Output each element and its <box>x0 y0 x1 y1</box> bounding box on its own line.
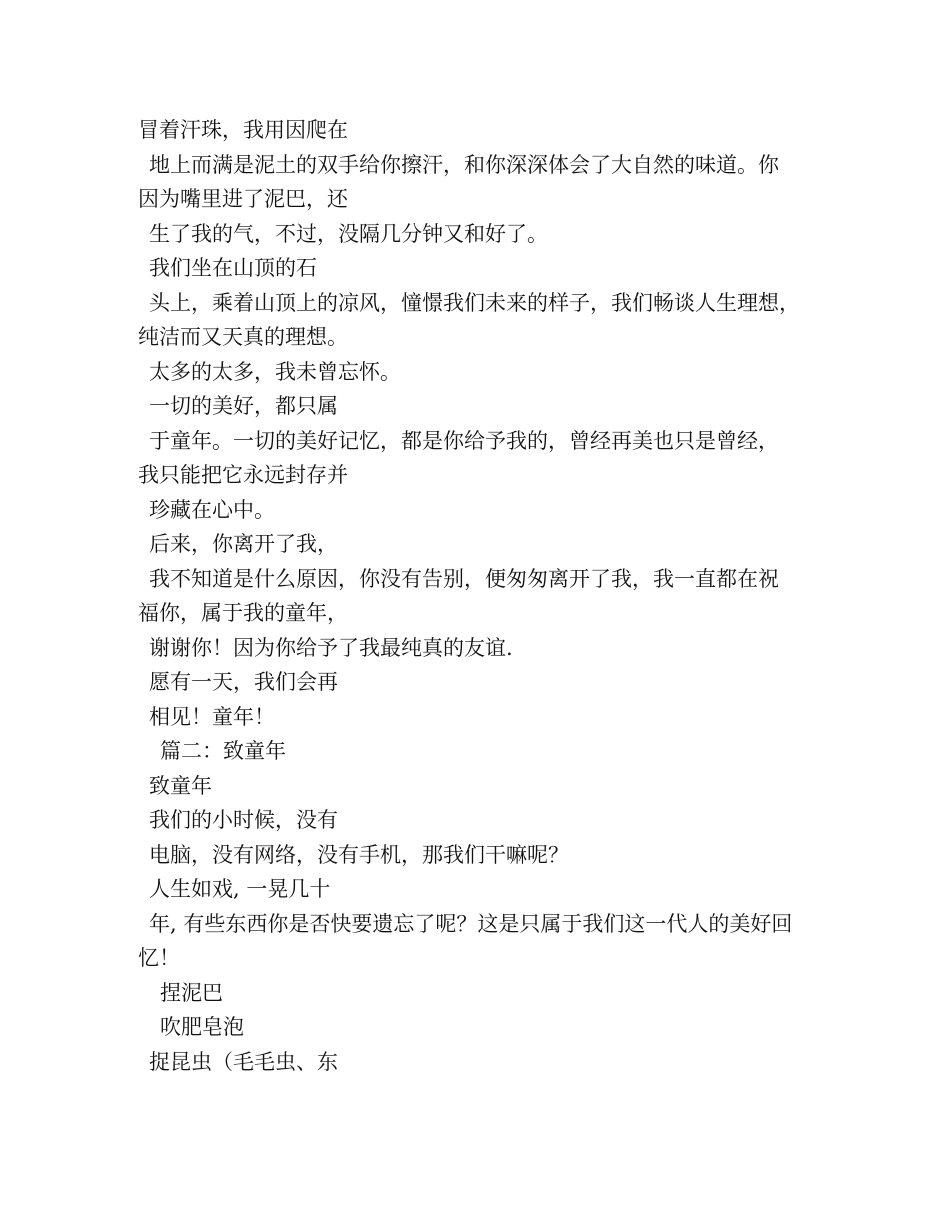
text-line: 纯洁而又天真的理想。 <box>138 325 348 349</box>
text-line: 捉昆虫（毛毛虫、东 <box>149 1049 338 1074</box>
text-line: 忆！ <box>138 946 180 970</box>
text-line: 于童年。一切的美好记忆，都是你给予我的，曾经再美也只是曾经， <box>149 428 779 453</box>
text-line: 珍藏在心中。 <box>149 497 275 522</box>
text-line: 地上而满是泥土的双手给你擦汗，和你深深体会了大自然的味道。你 <box>149 152 779 177</box>
text-line: 太多的太多，我未曾忘怀。 <box>149 359 401 384</box>
text-line: 我们的小时候，没有 <box>149 808 338 832</box>
text-line: 因为嘴里进了泥巴，还 <box>138 187 348 211</box>
list-item: 吹肥皂泡 <box>160 1015 244 1039</box>
section-title: 致童年 <box>149 773 212 798</box>
text-line: 生了我的气，不过，没隔几分钟又和好了。 <box>149 221 548 246</box>
text-line: 谢谢你！因为你给予了我最纯真的友谊. <box>149 635 513 660</box>
list-item: 捏泥巴 <box>160 980 223 1005</box>
text-line: 人生如戏, 一晃几十 <box>149 877 331 901</box>
text-line: 我只能把它永远封存并 <box>138 463 348 487</box>
text-line: 电脑，没有网络，没有手机，那我们干嘛呢？ <box>149 842 569 867</box>
text-line: 愿有一天，我们会再 <box>149 670 338 694</box>
text-line: 后来，你离开了我， <box>149 532 338 556</box>
text-line: 相见！童年！ <box>149 704 275 729</box>
text-line: 冒着汗珠，我用因爬在 <box>138 118 348 142</box>
text-line: 头上，乘着山顶上的凉风，憧憬我们未来的样子，我们畅谈人生理想， <box>149 290 800 315</box>
document-body <box>138 113 828 1079</box>
text-line: 我不知道是什么原因，你没有告别，便匆匆离开了我，我一直都在祝 <box>149 566 779 591</box>
text-line: 年, 有些东西你是否快要遗忘了呢？这是只属于我们这一代人的美好回 <box>149 911 793 936</box>
text-line: 我们坐在山顶的石 <box>149 256 317 280</box>
section-heading: 篇二：致童年 <box>160 739 286 763</box>
text-line: 福你，属于我的童年， <box>138 601 348 625</box>
text-line: 一切的美好，都只属 <box>149 394 338 418</box>
